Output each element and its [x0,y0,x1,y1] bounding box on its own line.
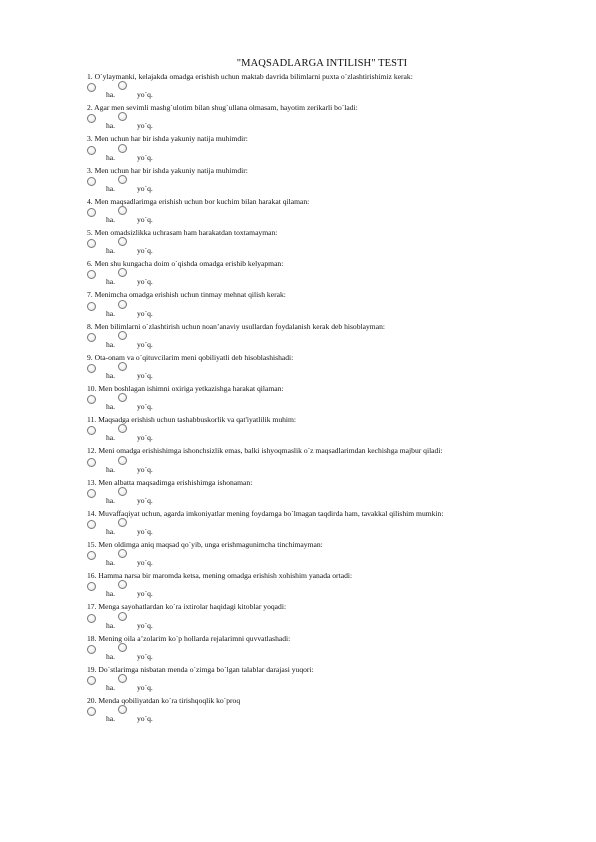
label-no: yo`q. [137,339,153,349]
question-item [87,353,527,384]
question-item [87,259,527,290]
label-no: yo`q. [137,589,153,599]
label-yes: ha. [106,527,116,537]
question-text: 3. Men uchun har bir ishda yakuniy natija muhimdir: [87,165,248,175]
label-yes: ha. [106,714,116,724]
test-document [87,58,527,727]
radio-yes[interactable] [87,551,96,560]
radio-no[interactable] [118,81,127,90]
answer-options [87,237,527,259]
answer-options [87,518,527,540]
radio-no[interactable] [118,643,127,652]
question-list [87,72,527,727]
question-item [87,322,527,353]
question-item [87,446,527,477]
radio-no[interactable] [118,206,127,215]
question-item [87,134,527,165]
question-item [87,478,527,509]
answer-options [87,487,527,509]
answer-options [87,643,527,665]
radio-yes[interactable] [87,239,96,248]
radio-no[interactable] [118,175,127,184]
radio-yes[interactable] [87,83,96,92]
answer-options [87,175,527,197]
answer-options [87,612,527,634]
answer-options [87,674,527,696]
label-no: yo`q. [137,308,153,318]
radio-yes[interactable] [87,302,96,311]
label-no: yo`q. [137,527,153,537]
question-item [87,290,527,321]
label-yes: ha. [106,308,116,318]
label-no: yo`q. [137,714,153,724]
radio-no[interactable] [118,362,127,371]
radio-no[interactable] [118,705,127,714]
radio-no[interactable] [118,612,127,621]
label-yes: ha. [106,651,116,661]
question-item [87,509,527,540]
question-item [87,696,527,727]
question-text: 3. Men uchun har bir ishda yakuniy natija muhimdir: [87,134,248,144]
radio-yes[interactable] [87,426,96,435]
radio-yes[interactable] [87,177,96,186]
answer-options [87,112,527,134]
question-item [87,602,527,633]
label-no: yo`q. [137,402,153,412]
question-text: 1. O`ylaymanki, kelajakda omadga erishish uchun maktab davrida bilimlarni puxta o`zlashtirishimiz kerak: [87,72,413,81]
label-no: yo`q. [137,277,153,287]
label-yes: ha. [106,339,116,349]
question-item [87,634,527,665]
radio-no[interactable] [118,331,127,340]
question-item [87,197,527,228]
radio-no[interactable] [118,393,127,402]
radio-no[interactable] [118,549,127,558]
radio-yes[interactable] [87,114,96,123]
question-text: 8. Men bilimlarni o`zlashtirish uchun noan’anaviy usullardan foydalanish kerak deb hisoblayman: [87,321,385,331]
radio-yes[interactable] [87,614,96,623]
radio-yes[interactable] [87,489,96,498]
label-no: yo`q. [137,90,153,100]
question-text: 2. Agar men sevimli mashg`ulotim bilan shug`ullana olmasam, hayotim zerikarli bo`ladi: [87,103,358,113]
label-yes: ha. [106,90,116,100]
answer-options [87,393,527,415]
radio-no[interactable] [118,487,127,496]
answer-options [87,549,527,571]
answer-options [87,81,527,103]
question-item [87,571,527,602]
radio-yes[interactable] [87,270,96,279]
question-item [87,166,527,197]
label-yes: ha. [106,464,116,474]
radio-yes[interactable] [87,208,96,217]
question-text: 14. Muvaffaqiyat uchun, agarda imkoniyatlar mening foydamga bo`lmagan taqdirda ham, tavakkal qilishim mumkin: [87,508,444,518]
radio-yes[interactable] [87,333,96,342]
radio-yes[interactable] [87,364,96,373]
answer-options [87,580,527,602]
label-no: yo`q. [137,433,153,443]
radio-yes[interactable] [87,520,96,529]
label-yes: ha. [106,277,116,287]
question-text: 12. Meni omadga erishishimga ishonchsizlik emas, balki ishyoqmaslik o`z maqsadlarimdan kechishga majbur qiladi: [87,446,443,456]
question-text: 5. Men omadsizlikka uchrasam ham harakatdan toxtamayman: [87,228,278,238]
radio-no[interactable] [118,674,127,683]
question-text: 6. Men shu kungacha doim o`qishda omadga erishib kelyapman: [87,259,284,269]
label-no: yo`q. [137,121,153,131]
label-no: yo`q. [137,464,153,474]
question-item [87,103,527,134]
question-item [87,228,527,259]
radio-no[interactable] [118,580,127,589]
radio-no[interactable] [118,144,127,153]
question-text: 13. Men albatta maqsadimga erishishimga ishonaman: [87,477,253,487]
question-text: 16. Hamma narsa bir maromda ketsa, mening omadga erishish xohishim yanada ortadi: [87,571,353,581]
label-yes: ha. [106,246,116,256]
label-no: yo`q. [137,558,153,568]
label-yes: ha. [106,558,116,568]
radio-yes[interactable] [87,707,96,716]
question-text: 15. Men oldimga aniq maqsad qo`yib, unga erishmagunimcha tinchimayman: [87,540,323,550]
question-item [87,665,527,696]
label-yes: ha. [106,683,116,693]
label-no: yo`q. [137,495,153,505]
answer-options [87,300,527,322]
label-no: yo`q. [137,620,153,630]
label-yes: ha. [106,589,116,599]
test-title: "MAQSADLARGA INTILISH" TESTI [236,58,408,69]
answer-options [87,144,527,166]
label-no: yo`q. [137,683,153,693]
label-no: yo`q. [137,651,153,661]
label-yes: ha. [106,433,116,443]
question-text: 7. Menimcha omadga erishish uchun tinmay mehnat qilish kerak: [87,290,286,300]
label-yes: ha. [106,183,116,193]
question-text: 20. Menda qobiliyatdan ko`ra tirishqoqlik ko`proq [87,696,241,706]
question-text: 19. Do`stlarimga nisbatan menda o`zimga bo`lgan talablar darajasi yuqori: [87,664,314,674]
question-text: 9. Ota-onam va o`qituvcilarim meni qobiliyatli deb hisoblashishadi: [87,352,294,362]
label-yes: ha. [106,371,116,381]
label-no: yo`q. [137,215,153,225]
label-no: yo`q. [137,152,153,162]
radio-no[interactable] [118,456,127,465]
question-text: 4. Men maqsadlarimga erishish uchun bor kuchim bilan harakat qilaman: [87,196,310,206]
question-item [87,384,527,415]
label-yes: ha. [106,152,116,162]
label-yes: ha. [106,121,116,131]
radio-no[interactable] [118,518,127,527]
answer-options [87,456,527,478]
label-yes: ha. [106,495,116,505]
answer-options [87,424,527,446]
radio-yes[interactable] [87,676,96,685]
question-text: 17. Menga sayohatlardan ko`ra ixtirolar haqidagi kitoblar yoqadi: [87,602,287,612]
answer-options [87,268,527,290]
label-no: yo`q. [137,183,153,193]
question-text: 18. Mening oila a’zolarim ko`p hollarda rejalarimni quvvatlashadi: [87,633,291,643]
label-no: yo`q. [137,246,153,256]
radio-yes[interactable] [87,582,96,591]
answer-options [87,705,527,727]
radio-yes[interactable] [87,645,96,654]
radio-no[interactable] [118,424,127,433]
label-yes: ha. [106,402,116,412]
label-yes: ha. [106,620,116,630]
answer-options [87,362,527,384]
radio-no[interactable] [118,300,127,309]
radio-no[interactable] [118,237,127,246]
answer-options [87,331,527,353]
question-text: 11. Maqsadga erishish uchun tashabbuskorlik va qat'iyatlilik muhim: [87,415,297,425]
radio-no[interactable] [118,112,127,121]
question-item [87,72,527,103]
question-text: 10. Men boshlagan ishimni oxiriga yetkazishga harakat qilaman: [87,384,284,394]
radio-yes[interactable] [87,395,96,404]
radio-yes[interactable] [87,458,96,467]
answer-options [87,206,527,228]
radio-yes[interactable] [87,146,96,155]
question-item [87,415,527,446]
radio-no[interactable] [118,268,127,277]
label-yes: ha. [106,215,116,225]
question-item [87,540,527,571]
label-no: yo`q. [137,371,153,381]
